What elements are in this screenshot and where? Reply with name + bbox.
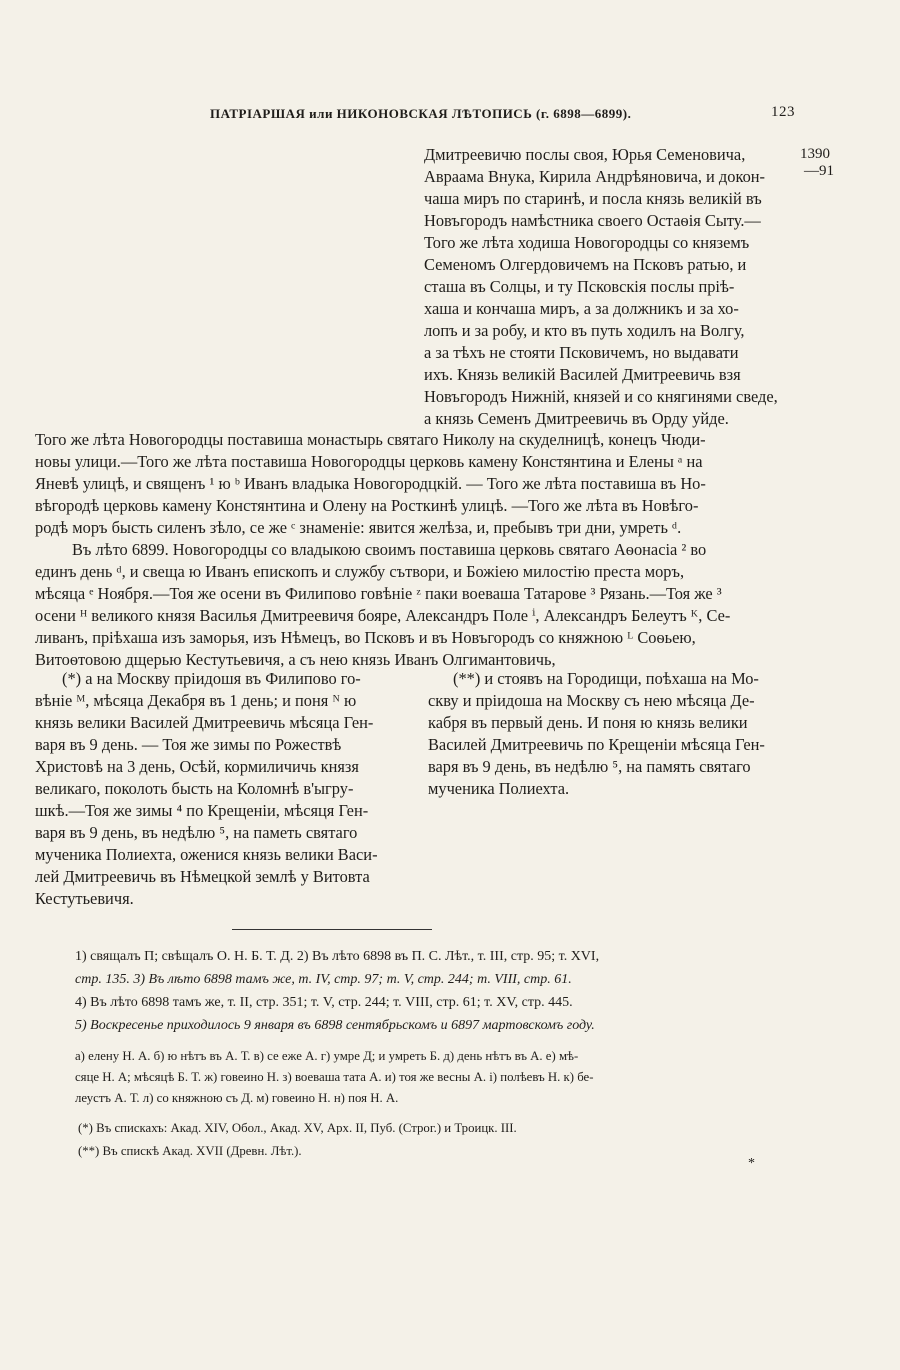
text-line: мученика Полиехта, оженися князь велики Васи- xyxy=(35,845,378,864)
text-line: вѣніе ᴹ, мѣсяца Декабря въ 1 день; и поня ᴺ ю xyxy=(35,691,357,710)
margin-year-top: 1390 xyxy=(800,146,830,162)
text-line: варя въ 9 день, въ недѣлю ⁵, на паметь святаго xyxy=(35,823,358,842)
text-line: кабря въ первый день. И поня ю князь велики xyxy=(428,713,748,732)
text-line: Христовѣ на 3 день, Осѣй, кормиличичь князя xyxy=(35,757,359,776)
text-line: осени ᴴ великого князя Василья Дмитреевичя бояре, Александръ Поле ⁱ, Александръ Белеутъ ᴷ, Се- xyxy=(35,606,731,625)
text-line: единъ день ᵈ, и свеща ю Иванъ епископъ и службу сътвори, и Божіею милостію преста моръ, xyxy=(35,562,685,581)
footnote-line: сяце Н. А; мѣсяцѣ Б. Т. ж) говеино Н. з) воеваша тата А. и) тоя же весны А. і) полѣевъ Н. к) бе- xyxy=(75,1070,594,1084)
text-line: мученика Полиехта. xyxy=(428,779,570,798)
text-line: а князь Семенъ Дмитреевичь въ Орду уйде. xyxy=(424,409,729,428)
text-line: шкѣ.—Тоя же зимы ⁴ по Крещеніи, мѣсяця Ген- xyxy=(35,801,369,820)
text-line: вѣгородѣ церковь камену Констянтина и Олену на Росткинѣ улицѣ. —Того же лѣта въ Новѣго- xyxy=(35,496,699,515)
footnote-line: стр. 135. 3) Въ лѣто 6898 тамъ же, т. IV, стр. 97; т. V, стр. 244; т. VIII, стр. 61. xyxy=(75,972,572,987)
text-line: ихъ. Князь великій Василей Дмитреевичь взя xyxy=(424,365,741,384)
text-line: чаша миръ по старинѣ, и посла князь великій въ xyxy=(424,189,762,208)
text-line: варя въ 9 день, въ недѣлю ⁵, на память святаго xyxy=(428,757,751,776)
text-line: (**) и стоявъ на Городищи, поѣхаша на Мо- xyxy=(453,669,759,688)
text-line: Авраама Внука, Кирила Андрѣяновича, и докон- xyxy=(424,167,765,186)
text-line: варя въ 9 день. — Тоя же зимы по Рожествѣ xyxy=(35,735,342,754)
footnote-divider xyxy=(232,929,432,930)
running-header xyxy=(210,104,795,126)
text-line: князь велики Василей Дмитреевичь мѣсяца Ген- xyxy=(35,713,374,732)
footnote-line: 4) Въ лѣто 6898 тамъ же, т. II, стр. 351; т. V, стр. 244; т. VIII, стр. 61; т. XV, стр. 445. xyxy=(75,995,573,1010)
text-line: Въ лѣто 6899. Новогородцы со владыкою своимъ поставиша церковь святаго Аѳонасіа ² во xyxy=(72,540,707,559)
text-line: сташа въ Солцы, и ту Псковскія послы пріѣ- xyxy=(424,277,735,296)
text-line: Новъгородъ Нижній, князей и со княгинями сведе, xyxy=(424,387,778,406)
text-line: хаша и кончаша миръ, а за должникъ и за хо- xyxy=(424,299,739,318)
footnote-line: леустъ А. Т. л) со княжною съ Д. м) говеино Н. н) поя Н. А. xyxy=(75,1091,399,1105)
text-line: родѣ моръ бысть силенъ зѣло, се же ᶜ знаменіе: явится желѣза, и, пребывъ три дни, умреть ᵈ. xyxy=(35,518,682,537)
text-line: мѣсяца ᵉ Ноября.—Тоя же осени въ Филипово говѣніе ᶻ паки воеваша Татарове ³ Рязань.—Тоя же ³ xyxy=(35,584,722,603)
footnote-line: а) елену Н. А. б) ю нѣтъ въ А. Т. в) се еже А. г) умре Д; и умреть Б. д) день нѣтъ въ А. е) мѣ- xyxy=(75,1049,579,1063)
text-line: Витоѳтовою дщерью Кестутьевичя, а съ нею князь Иванъ Олгимантовичь, xyxy=(35,650,556,669)
text-line: (*) а на Москву пріидошя въ Филипово го- xyxy=(62,669,361,688)
footnote-line: 5) Воскресенье приходилось 9 января въ 6898 сентябрьскомъ и 6897 мартовскомъ году. xyxy=(75,1018,595,1033)
text-line: Дмитреевичю послы своя, Юрья Семеновича, xyxy=(424,145,746,164)
text-line: Того же лѣта ходиша Новогородцы со княземъ xyxy=(424,233,750,252)
text-line: новы улици.—Того же лѣта поставиша Новогородцы церковь камену Констянтина и Елены ᵃ на xyxy=(35,452,703,471)
page-number: 123 xyxy=(771,104,795,120)
text-line: ливанъ, пріѣхаша изъ заморья, изъ Нѣмецъ, во Псковъ и въ Новъгородъ со княжною ᴸ Соѳьею, xyxy=(35,628,696,647)
text-line: великаго, поколоть бысть на Коломнѣ в'ыгру- xyxy=(35,779,354,798)
margin-year-bottom: —91 xyxy=(804,163,834,179)
margin-years xyxy=(800,146,834,180)
manuscript-note: (**) Въ спискѣ Акад. XVII (Древн. Лѣт.). xyxy=(78,1144,302,1158)
text-line: Василей Дмитреевичь по Крещеніи мѣсяца Ген- xyxy=(428,735,765,754)
text-line: Того же лѣта Новогородцы поставиша монастырь святаго Николу на скуделницѣ, конецъ Чюди- xyxy=(35,430,706,449)
text-line: Новъгородъ намѣстника своего Остаѳія Сыту.— xyxy=(424,211,761,230)
text-line: а за тѣхъ не стояти Псковичемъ, но выдавати xyxy=(424,343,739,362)
text-line: Яневѣ улицѣ, и священъ ¹ ю ᵇ Иванъ владыка Новогородцкій. — Того же лѣта поставиша въ Но- xyxy=(35,474,706,493)
text-line: Кестутьевичя. xyxy=(35,889,134,908)
text-line: скву и пріидоша на Москву съ нею мѣсяца Де- xyxy=(428,691,755,710)
text-line: лей Дмитреевичь въ Нѣмецкой землѣ у Витовта xyxy=(35,867,370,886)
running-title: ПАТРІАРШАЯ или НИКОНОВСКАЯ ЛѢТОПИСЬ (г. 6898—6899). xyxy=(210,106,632,121)
text-line: лопъ и за робу, и кто въ путь ходилъ на Волгу, xyxy=(424,321,745,340)
asterisk-mark: * xyxy=(748,1156,755,1171)
manuscript-note: (*) Въ спискахъ: Акад. XIV, Обол., Акад. XV, Арх. II, Пуб. (Строг.) и Троицк. III. xyxy=(78,1121,517,1135)
text-line: Семеномъ Олгердовичемъ на Псковъ ратью, и xyxy=(424,255,747,274)
footnote-line: 1) свящалъ П; свѣщалъ О. Н. Б. Т. Д. 2) Въ лѣто 6898 въ П. С. Лѣт., т. III, стр. 95; т. XVI, xyxy=(75,949,600,964)
